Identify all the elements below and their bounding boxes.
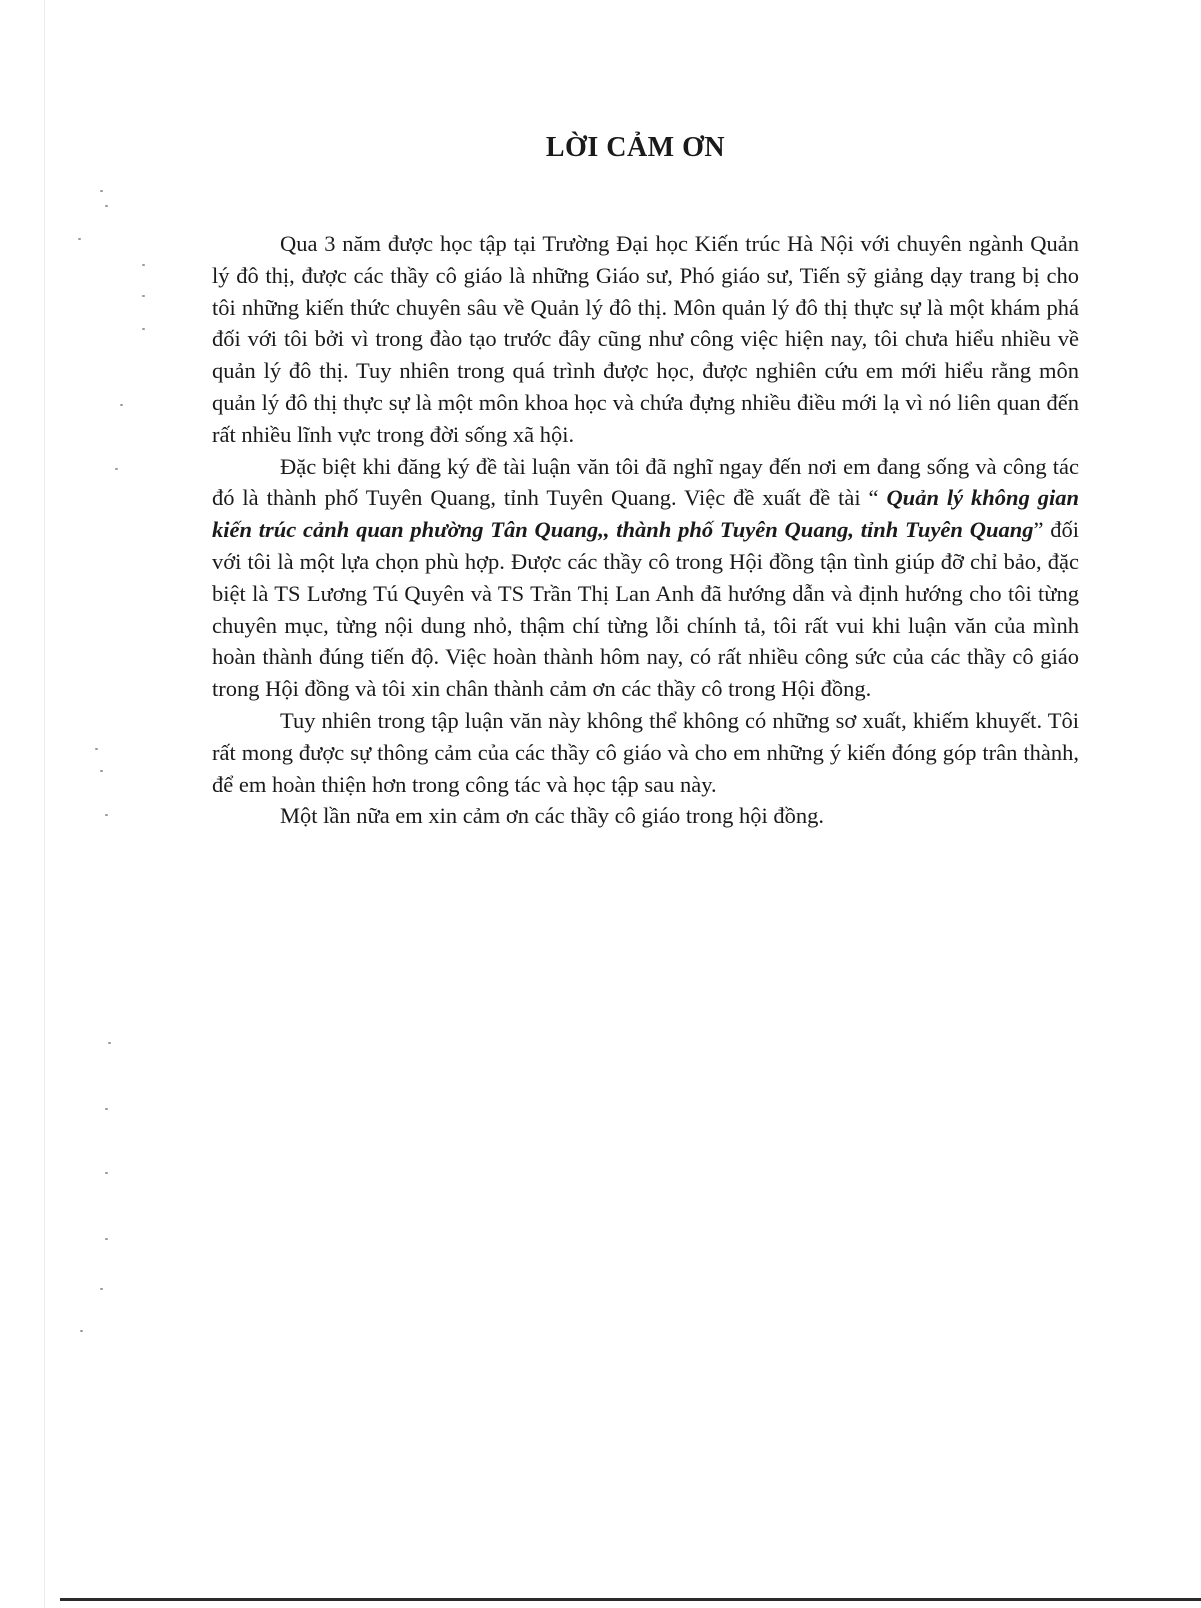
paragraph-topic-lead: Đặc biệt khi đăng ký đề tài luận văn tôi đã nghĩ ngay đến nơi em đang sống và công tác đó là thành phố Tuyên Quang, tỉnh Tuyên Quang. Việc đề xuất đề tài “ (212, 453, 1079, 511)
scan-speck (105, 1238, 108, 1240)
scan-left-edge (44, 0, 45, 1608)
scan-speck (142, 328, 145, 330)
scan-speck (115, 468, 118, 470)
paragraph-closing: Một lần nữa em xin cảm ơn các thầy cô giáo trong hội đồng. (280, 803, 824, 829)
scan-speck (142, 264, 145, 266)
scan-speck (80, 1330, 83, 1332)
scan-speck (105, 1172, 108, 1174)
paragraph-intro: Qua 3 năm được học tập tại Trường Đại học Kiến trúc Hà Nội với chuyên ngành Quản lý đô thị, được các thầy cô giáo là những Giáo sư, Phó giáo sư, Tiến sỹ giảng dạy trang bị cho tôi những kiến thức chuyên sâu về Quản lý đô thị. Môn quản lý đô thị thực sự là một khám phá đối với tôi bởi vì trong đào tạo trước đây cũng như công việc hiện nay, tôi chưa hiểu nhiều về quản lý đô thị. Tuy nhiên trong quá trình được học, được nghiên cứu em mới hiểu rằng môn quản lý đô thị thực sự là một môn khoa học và chứa đựng nhiều điều mới lạ vì nó liên quan đến rất nhiều lĩnh vực trong đời sống xã hội. (212, 231, 1079, 447)
document-body (212, 228, 1079, 832)
scan-speck (100, 190, 103, 192)
paragraph-apology: Tuy nhiên trong tập luận văn này không thể không có những sơ xuất, khiếm khuyết. Tôi rất mong được sự thông cảm của các thầy cô giáo và cho em những ý kiến đóng góp trân thành, để em hoàn thiện hơn trong công tác và học tập sau này. (212, 707, 1079, 797)
paragraph-topic (212, 451, 1079, 705)
scan-speck (100, 1288, 103, 1290)
scan-speck (95, 748, 98, 750)
scan-speck (108, 1042, 111, 1044)
paragraph-topic-rest: ” đối với tôi là một lựa chọn phù hợp. Được các thầy cô trong Hội đồng tận tình giúp đỡ chỉ bảo, đặc biệt là TS Lương Tú Quyên và TS Trần Thị Lan Anh đã hướng dẫn và định hướng cho tôi từng chuyên mục, từng nội dung nhỏ, thậm chí từng lỗi chính tả, tôi rất vui khi luận văn của mình hoàn thành đúng tiến độ. Việc hoàn thành hôm nay, có rất nhiều công sức của các thầy cô giáo trong Hội đồng và tôi xin chân thành cảm ơn các thầy cô trong Hội đồng. (212, 517, 1079, 702)
bottom-rule (60, 1598, 1201, 1601)
scan-speck (120, 404, 123, 406)
scan-speck (105, 814, 108, 816)
scan-speck (105, 1108, 108, 1110)
scan-speck (142, 295, 145, 297)
thesis-topic-title: Quản lý không gian kiến trúc cảnh quan phường Tân Quang,, thành phố Tuyên Quang, tỉnh Tuyên Quang (212, 485, 1079, 543)
scan-speck (100, 770, 103, 772)
page-title: LỜI CẢM ƠN (545, 132, 726, 163)
scan-speck (78, 238, 81, 240)
scan-speck (105, 205, 108, 207)
